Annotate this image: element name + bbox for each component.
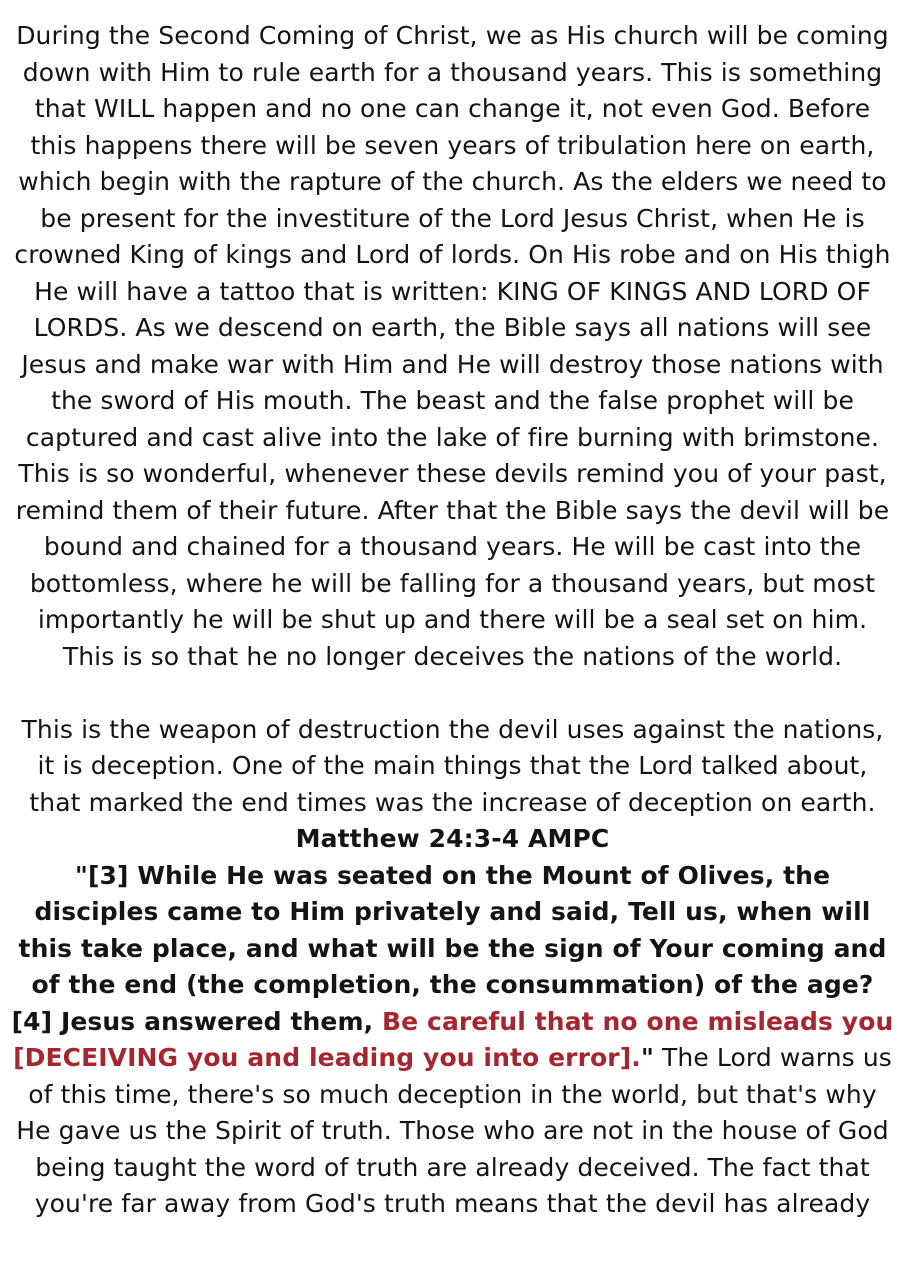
- deception-continuation: The Lord warns us of this time, there's so much deception in the world, but that's why He gave us the Spirit of truth. Those who are not in the house of God being taught the word of truth are already deceived. The fact that you're far away from God's truth means that the devil has already: [16, 1043, 892, 1218]
- paragraph-deception: [10, 712, 895, 1223]
- paragraph-second-coming: During the Second Coming of Christ, we as His church will be coming down with Him to rule earth for a thousand years. This is something that WILL happen and no one can change it, not even God. Before this happens there will be seven years of tribulation here on earth, which begin with the rapture of the church. As the elders we need to be present for the investiture of the Lord Jesus Christ, when He is crowned King of kings and Lord of lords. On His robe and on His thigh He will have a tattoo that is written: KING OF KINGS AND LORD OF LORDS. As we descend on earth, the Bible says all nations will see Jesus and make war with Him and He will destroy those nations with the sword of His mouth. The beast and the false prophet will be captured and cast alive into the lake of fire burning with brimstone. This is so wonderful, whenever these devils remind you of your past, remind them of their future. After that the Bible says the devil will be bound and chained for a thousand years. He will be cast into the bottomless, where he will be falling for a thousand years, but most importantly he will be shut up and there will be a seal set on him. This is so that he no longer deceives the nations of the world.: [14, 21, 891, 671]
- scripture-reference: Matthew 24:3-4 AMPC: [295, 824, 610, 853]
- scripture-close-quote: ": [640, 1043, 654, 1072]
- scripture-quote: "[3] While He was seated on the Mount of Olives, the disciples came to Him privately and said, Tell us, when will this take place, and what will be the sign of Your coming and of the end (the completion, the consummation) of the age? [4] Jesus answered them,: [11, 860, 887, 1036]
- scripture-highlight: Be careful that no one misleads you [DECEIVING you and leading you into error].: [13, 1006, 894, 1072]
- deception-intro: This is the weapon of destruction the devil uses against the nations, it is deception. One of the main things that the Lord talked about, that marked the end times was the increase of deception on earth.: [21, 714, 884, 817]
